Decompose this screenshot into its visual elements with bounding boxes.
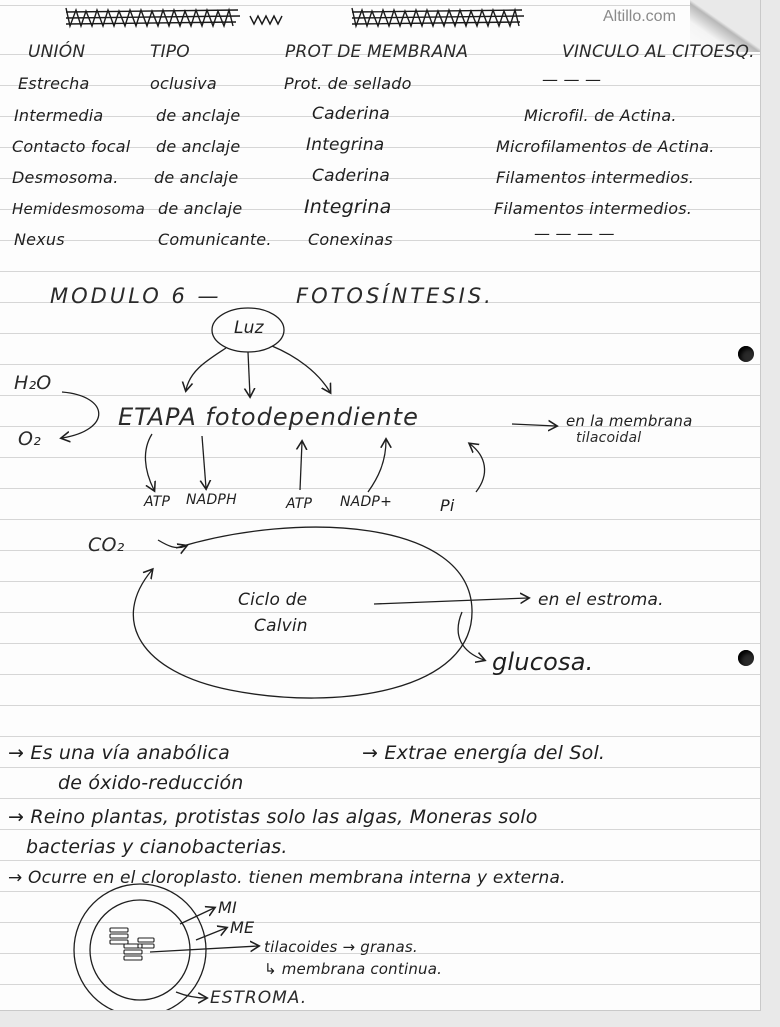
label-ciclo-2: Calvin xyxy=(254,616,308,636)
row-prot: Caderina xyxy=(312,104,391,124)
row-prot: Caderina xyxy=(312,166,391,186)
row-tipo: oclusiva xyxy=(150,74,217,93)
chloroplast-outer-membrane xyxy=(74,884,206,1010)
label-etapa: ETAPA fotodependiente xyxy=(118,403,419,431)
row-vinculo: Microfilamentos de Actina. xyxy=(496,137,715,156)
note-3-line-1: → Ocurre en el cloroplasto. tienen membrana interna y externa. xyxy=(8,868,566,888)
label-o2: O₂ xyxy=(18,428,41,450)
row-vinculo: — — — — xyxy=(534,224,615,243)
row-vinculo: Filamentos intermedios. xyxy=(496,168,695,187)
note-1-line-2: de óxido-reducción xyxy=(58,772,244,794)
binder-hole-upper xyxy=(738,346,754,362)
row-prot: Integrina xyxy=(304,196,392,218)
arrow-from-pi xyxy=(470,444,485,492)
calvin-cycle-loop xyxy=(133,527,472,698)
label-me: ME xyxy=(230,918,255,937)
label-tilacoides: tilacoides → granas. xyxy=(264,938,418,956)
row-union: Contacto focal xyxy=(12,137,131,156)
label-h2o: H₂O xyxy=(14,372,52,394)
note-2-line-1: → Reino plantas, protistas solo las algas, Moneras solo xyxy=(8,806,538,828)
label-tilacoidal: tilacoidal xyxy=(576,430,642,446)
row-vinculo: — — — xyxy=(542,70,602,89)
row-vinculo: Microfil. de Actina. xyxy=(524,106,677,125)
luz-arrow-right xyxy=(272,346,330,392)
note-1-line-1: → Es una vía anabólica xyxy=(8,742,230,764)
label-membrana-continua: ↳ membrana continua. xyxy=(264,960,443,978)
arrow-from-nadp2 xyxy=(368,440,386,492)
row-prot: Prot. de sellado xyxy=(284,74,412,93)
row-tipo: de anclaje xyxy=(158,199,243,218)
binder-hole-lower xyxy=(738,650,754,666)
row-vinculo: Filamentos intermedios. xyxy=(494,199,693,218)
header-tipo: TIPO xyxy=(150,42,190,62)
note-1-mid: → Extrae energía del Sol. xyxy=(362,742,606,764)
pointer-me xyxy=(196,928,226,940)
arrow-from-atp2 xyxy=(300,442,302,490)
arrow-to-atp1 xyxy=(145,434,154,490)
label-glucosa: glucosa. xyxy=(492,648,594,676)
row-prot: Conexinas xyxy=(308,230,393,249)
row-tipo: de anclaje xyxy=(154,168,239,187)
label-nadph-1: NADPH xyxy=(186,492,237,508)
row-tipo: Comunicante. xyxy=(158,230,272,249)
pointer-mi xyxy=(180,908,214,924)
label-atp-2: ATP xyxy=(286,496,313,512)
label-pi: Pi xyxy=(440,496,455,515)
module-subtitle: FOTOSÍNTESIS. xyxy=(296,284,494,308)
module-title: MODULO 6 — xyxy=(50,284,222,308)
header-union: UNIÓN xyxy=(28,42,86,62)
label-atp-1: ATP xyxy=(144,494,171,510)
arrow-to-estroma xyxy=(374,598,528,604)
arrow-to-nadph1 xyxy=(202,436,206,488)
label-estroma: en el estroma. xyxy=(538,590,664,610)
label-mi: MI xyxy=(218,898,237,917)
header-prot: PROT DE MEMBRANA xyxy=(285,42,469,62)
watermark: Altillo.com xyxy=(603,8,676,25)
row-union: Hemidesmosoma xyxy=(12,200,146,218)
label-co2: CO₂ xyxy=(88,534,125,556)
note-2-line-2: bacterias y cianobacterias. xyxy=(26,836,288,858)
row-prot: Integrina xyxy=(306,135,385,155)
label-nadp-2: NADP+ xyxy=(340,494,393,510)
arrow-to-membrana xyxy=(512,424,556,426)
pointer-tilacoides xyxy=(150,946,258,952)
label-estroma-chloroplast: ESTROMA. xyxy=(210,988,308,1008)
luz-arrow-left xyxy=(186,348,226,390)
row-union: Nexus xyxy=(14,230,65,249)
thylakoid-stacks xyxy=(110,928,154,960)
label-membrana: en la membrana xyxy=(566,412,693,430)
label-luz: Luz xyxy=(234,318,264,338)
h2o-o2-curve xyxy=(62,392,99,438)
row-union: Desmosoma. xyxy=(12,168,119,187)
row-tipo: de anclaje xyxy=(156,137,241,156)
row-union: Intermedia xyxy=(14,106,104,125)
row-tipo: de anclaje xyxy=(156,106,241,125)
luz-arrow-mid xyxy=(248,352,250,396)
label-ciclo-1: Ciclo de xyxy=(238,590,308,610)
header-vinculo: VINCULO AL CITOESQ. xyxy=(562,42,755,62)
row-union: Estrecha xyxy=(18,74,90,93)
